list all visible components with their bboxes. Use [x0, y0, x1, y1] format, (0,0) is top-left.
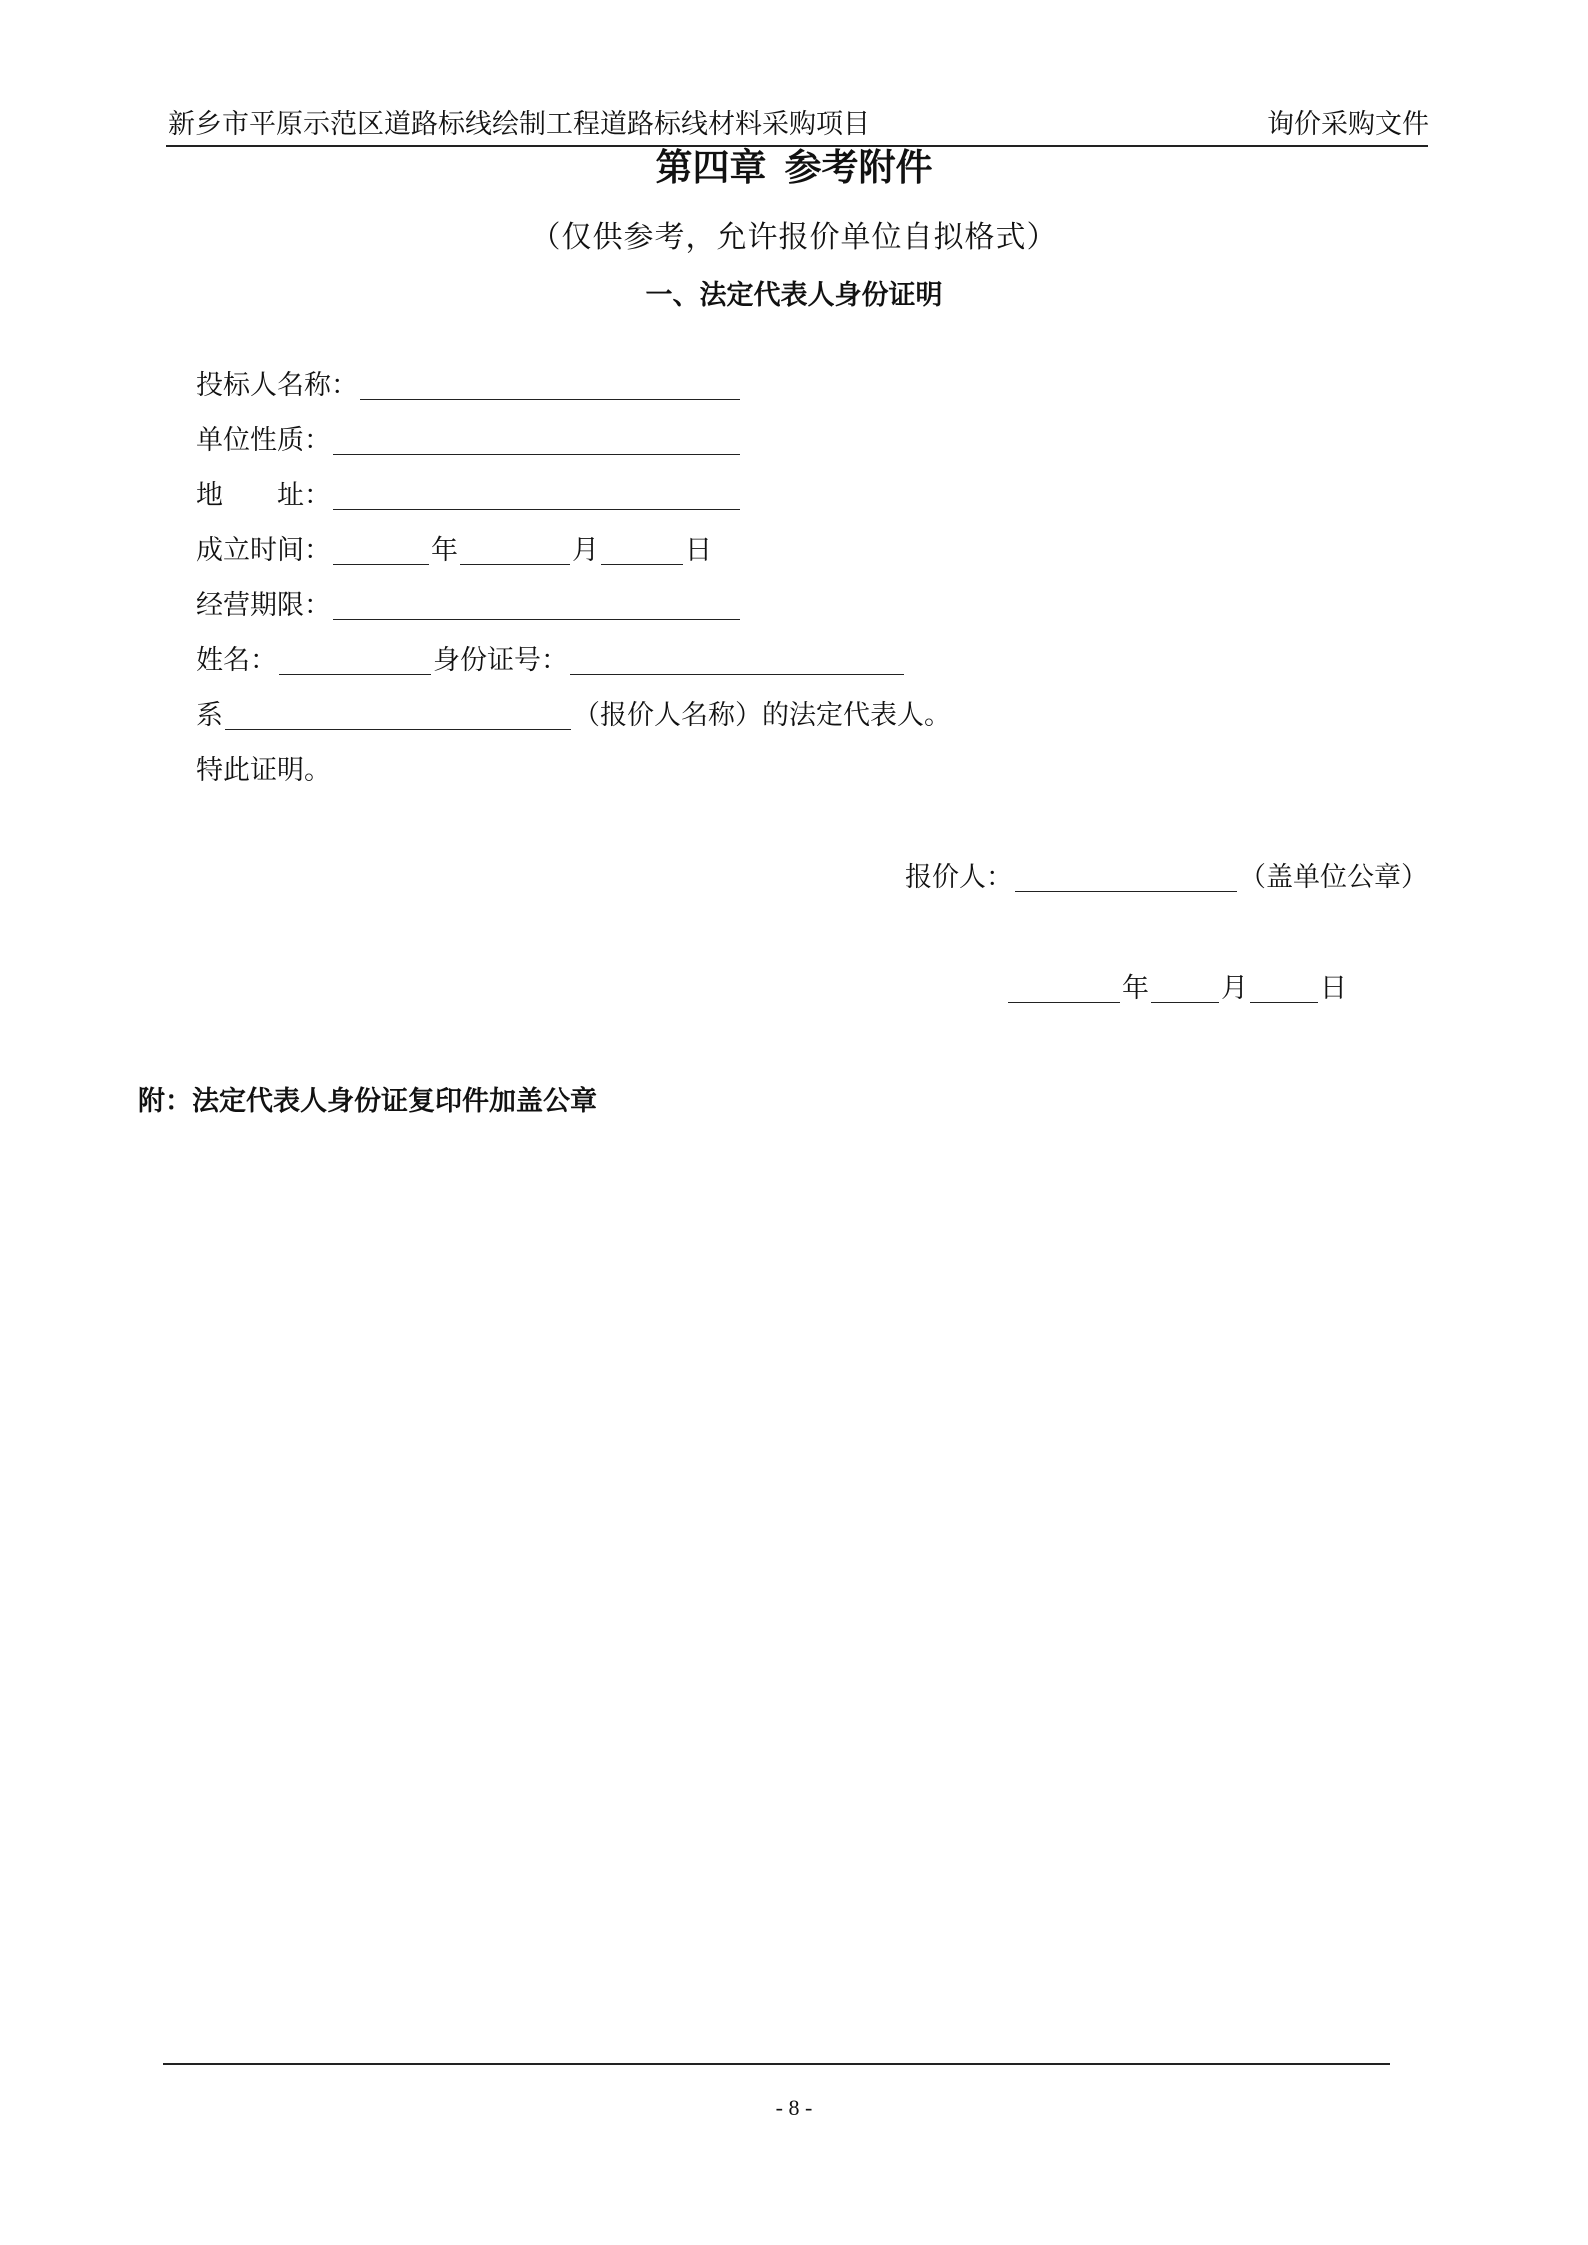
bidder-name-label: 投标人名称： [196, 370, 358, 401]
id-number-blank[interactable] [570, 648, 904, 675]
attachment-note: 附：法定代表人身份证复印件加盖公章 [138, 1086, 597, 1117]
name-blank[interactable] [279, 648, 431, 675]
sign-year-blank[interactable] [1008, 976, 1120, 1003]
term-label: 经营期限： [196, 590, 331, 621]
sign-month-label: 月 [1221, 973, 1248, 1004]
bidder-name-row [196, 368, 742, 404]
xi-label: 系 [196, 700, 223, 731]
sign-month-blank[interactable] [1151, 976, 1219, 1003]
quoter-name-blank[interactable] [225, 703, 571, 730]
hereby-row [196, 753, 331, 789]
chapter-name: 参考附件 [784, 145, 933, 189]
section-title: 一、法定代表人身份证明 [645, 280, 943, 311]
sign-year-label: 年 [1122, 973, 1149, 1004]
unit-nature-label: 单位性质： [196, 425, 331, 456]
id-number-label: 身份证号： [433, 645, 568, 676]
term-blank[interactable] [333, 593, 740, 620]
hereby-text: 特此证明。 [196, 755, 331, 786]
established-day-blank[interactable] [601, 538, 683, 565]
name-label: 姓名： [196, 645, 277, 676]
term-row [196, 588, 742, 624]
page-number: - 8 - [775, 2095, 813, 2120]
header-document-type: 询价采购文件 [1267, 109, 1429, 140]
format-note: （仅供参考，允许报价单位自拟格式） [530, 220, 1058, 255]
established-year-blank[interactable] [333, 538, 429, 565]
sign-day-label: 日 [1320, 973, 1347, 1004]
established-label: 成立时间： [196, 535, 331, 566]
established-year-label: 年 [431, 535, 458, 566]
representative-row [196, 698, 951, 734]
quoter-label: 报价人： [905, 862, 1013, 893]
established-row [196, 533, 712, 569]
established-month-blank[interactable] [460, 538, 570, 565]
signature-date-row [1006, 971, 1347, 1007]
chapter-number: 第四章 [655, 145, 767, 189]
address-label-b: 址： [277, 480, 331, 511]
chapter-title [0, 143, 1588, 191]
sign-day-blank[interactable] [1250, 976, 1318, 1003]
address-label-a: 地 [196, 480, 223, 511]
name-id-row [196, 643, 906, 679]
quoter-signature-row [905, 860, 1428, 896]
unit-nature-blank[interactable] [333, 428, 740, 455]
header-project-title: 新乡市平原示范区道路标线绘制工程道路标线材料采购项目 [168, 109, 870, 140]
unit-nature-row [196, 423, 742, 459]
address-row [196, 478, 742, 514]
address-blank[interactable] [333, 483, 740, 510]
quoter-blank[interactable] [1015, 865, 1237, 892]
established-day-label: 日 [685, 535, 712, 566]
representative-suffix: （报价人名称）的法定代表人。 [573, 700, 951, 731]
seal-note: （盖单位公章） [1239, 862, 1428, 893]
footer-divider [163, 2063, 1390, 2065]
bidder-name-blank[interactable] [360, 373, 740, 400]
established-month-label: 月 [572, 535, 599, 566]
